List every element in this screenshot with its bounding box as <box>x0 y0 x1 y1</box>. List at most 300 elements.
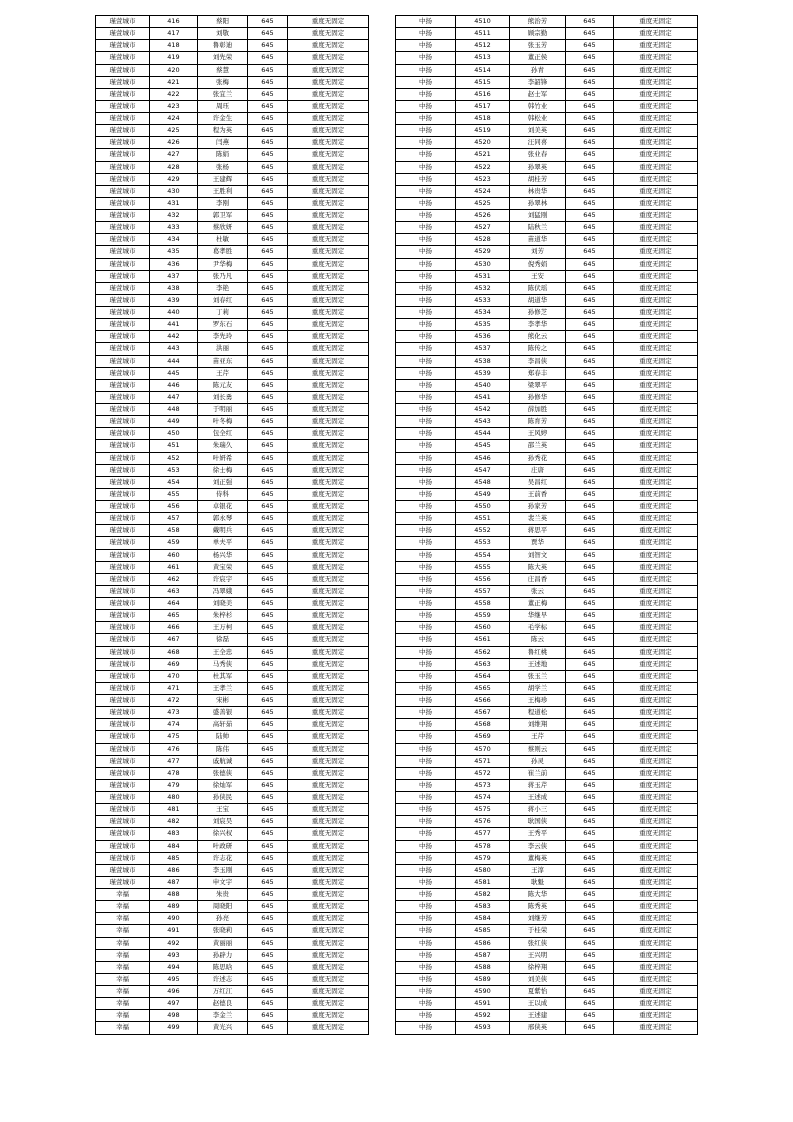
id-cell: 4535 <box>456 319 510 331</box>
name-cell: 薛加胜 <box>510 404 566 416</box>
category-cell: 重度无固定 <box>288 331 369 343</box>
left-table <box>95 15 369 1035</box>
category-cell: 重度无固定 <box>288 125 369 137</box>
id-cell: 4517 <box>456 100 510 112</box>
amount-cell: 645 <box>566 222 614 234</box>
table-row <box>96 343 369 355</box>
community-cell: 瑾萱城市 <box>96 852 150 864</box>
category-cell: 重度无固定 <box>614 258 698 270</box>
amount-cell: 645 <box>566 743 614 755</box>
id-cell: 4542 <box>456 404 510 416</box>
name-cell: 陈娟 <box>198 149 248 161</box>
community-cell: 中扬 <box>396 137 456 149</box>
table-row <box>96 901 369 913</box>
amount-cell: 645 <box>248 440 288 452</box>
name-cell: 王兴明 <box>510 949 566 961</box>
table-row <box>96 973 369 985</box>
table-row <box>396 197 698 209</box>
amount-cell: 645 <box>566 695 614 707</box>
amount-cell: 645 <box>248 816 288 828</box>
category-cell: 重度无固定 <box>614 561 698 573</box>
name-cell: 庄昌香 <box>510 573 566 585</box>
table-row <box>96 282 369 294</box>
category-cell: 重度无固定 <box>614 294 698 306</box>
name-cell: 刘先荣 <box>198 52 248 64</box>
category-cell: 重度无固定 <box>614 100 698 112</box>
name-cell: 张玉芳 <box>510 40 566 52</box>
table-row <box>396 52 698 64</box>
table-row <box>96 488 369 500</box>
name-cell: 刘美侠 <box>510 973 566 985</box>
id-cell: 489 <box>150 901 198 913</box>
category-cell: 重度无固定 <box>614 719 698 731</box>
table-row <box>396 961 698 973</box>
amount-cell: 645 <box>248 64 288 76</box>
community-cell: 幸福 <box>96 998 150 1010</box>
community-cell: 中扬 <box>396 331 456 343</box>
id-cell: 447 <box>150 391 198 403</box>
id-cell: 426 <box>150 137 198 149</box>
amount-cell: 645 <box>248 828 288 840</box>
category-cell: 重度无固定 <box>614 973 698 985</box>
table-row <box>396 173 698 185</box>
name-cell: 刘晓美 <box>198 598 248 610</box>
table-row <box>96 913 369 925</box>
category-cell: 重度无固定 <box>614 622 698 634</box>
table-row <box>96 307 369 319</box>
category-cell: 重度无固定 <box>614 113 698 125</box>
name-cell: 吴昌红 <box>510 476 566 488</box>
id-cell: 485 <box>150 852 198 864</box>
category-cell: 重度无固定 <box>288 173 369 185</box>
community-cell: 瑾萱城市 <box>96 840 150 852</box>
id-cell: 4547 <box>456 464 510 476</box>
category-cell: 重度无固定 <box>288 88 369 100</box>
community-cell: 瑾萱城市 <box>96 549 150 561</box>
name-cell: 许宸宇 <box>198 573 248 585</box>
id-cell: 4577 <box>456 828 510 840</box>
id-cell: 461 <box>150 561 198 573</box>
name-cell: 万红江 <box>198 986 248 998</box>
name-cell: 耿国侠 <box>510 816 566 828</box>
amount-cell: 645 <box>566 622 614 634</box>
name-cell: 申文宇 <box>198 876 248 888</box>
category-cell: 重度无固定 <box>614 331 698 343</box>
table-row <box>396 719 698 731</box>
name-cell: 倪秀娟 <box>510 258 566 270</box>
amount-cell: 645 <box>248 113 288 125</box>
community-cell: 幸福 <box>96 1022 150 1034</box>
amount-cell: 645 <box>566 173 614 185</box>
community-cell: 幸福 <box>96 961 150 973</box>
name-cell: 陈思晗 <box>198 961 248 973</box>
category-cell: 重度无固定 <box>288 1010 369 1022</box>
category-cell: 重度无固定 <box>288 828 369 840</box>
name-cell: 程道松 <box>510 707 566 719</box>
amount-cell: 645 <box>566 404 614 416</box>
community-cell: 瑾萱城市 <box>96 792 150 804</box>
amount-cell: 645 <box>566 537 614 549</box>
table-row <box>396 828 698 840</box>
category-cell: 重度无固定 <box>614 695 698 707</box>
table-row <box>96 889 369 901</box>
amount-cell: 645 <box>566 973 614 985</box>
id-cell: 478 <box>150 767 198 779</box>
name-cell: 蔡则云 <box>510 743 566 755</box>
amount-cell: 645 <box>566 16 614 28</box>
amount-cell: 645 <box>566 379 614 391</box>
name-cell: 孙秀花 <box>510 452 566 464</box>
name-cell: 葛孝胜 <box>198 246 248 258</box>
category-cell: 重度无固定 <box>288 161 369 173</box>
table-row <box>396 561 698 573</box>
community-cell: 中扬 <box>396 404 456 416</box>
id-cell: 486 <box>150 864 198 876</box>
amount-cell: 645 <box>248 707 288 719</box>
amount-cell: 645 <box>248 658 288 670</box>
table-row <box>396 319 698 331</box>
amount-cell: 645 <box>566 210 614 222</box>
community-cell: 瑾萱城市 <box>96 270 150 282</box>
name-cell: 郭卫军 <box>198 210 248 222</box>
table-row <box>96 961 369 973</box>
name-cell: 罗东石 <box>198 319 248 331</box>
table-row <box>96 852 369 864</box>
name-cell: 王胜利 <box>198 185 248 197</box>
id-cell: 4526 <box>456 210 510 222</box>
amount-cell: 645 <box>566 307 614 319</box>
community-cell: 瑾萱城市 <box>96 828 150 840</box>
category-cell: 重度无固定 <box>288 137 369 149</box>
community-cell: 中扬 <box>396 646 456 658</box>
table-row <box>96 331 369 343</box>
category-cell: 重度无固定 <box>288 658 369 670</box>
id-cell: 424 <box>150 113 198 125</box>
table-row <box>96 501 369 513</box>
name-cell: 侍科 <box>198 488 248 500</box>
amount-cell: 645 <box>566 343 614 355</box>
category-cell: 重度无固定 <box>288 961 369 973</box>
category-cell: 重度无固定 <box>614 416 698 428</box>
category-cell: 重度无固定 <box>288 598 369 610</box>
id-cell: 483 <box>150 828 198 840</box>
name-cell: 黄丽丽 <box>198 937 248 949</box>
amount-cell: 645 <box>566 149 614 161</box>
amount-cell: 645 <box>248 719 288 731</box>
amount-cell: 645 <box>566 864 614 876</box>
category-cell: 重度无固定 <box>288 695 369 707</box>
community-cell: 中扬 <box>396 973 456 985</box>
table-row <box>396 816 698 828</box>
id-cell: 4572 <box>456 767 510 779</box>
name-cell: 于明丽 <box>198 404 248 416</box>
community-cell: 幸福 <box>96 937 150 949</box>
id-cell: 423 <box>150 100 198 112</box>
id-cell: 420 <box>150 64 198 76</box>
amount-cell: 645 <box>566 925 614 937</box>
amount-cell: 645 <box>566 28 614 40</box>
table-row <box>396 222 698 234</box>
id-cell: 416 <box>150 16 198 28</box>
name-cell: 刘美英 <box>510 125 566 137</box>
id-cell: 475 <box>150 731 198 743</box>
id-cell: 451 <box>150 440 198 452</box>
id-cell: 473 <box>150 707 198 719</box>
id-cell: 4578 <box>456 840 510 852</box>
name-cell: 熊化云 <box>510 331 566 343</box>
amount-cell: 645 <box>248 294 288 306</box>
name-cell: 闫燕 <box>198 137 248 149</box>
community-cell: 中扬 <box>396 864 456 876</box>
category-cell: 重度无固定 <box>288 355 369 367</box>
table-row <box>396 125 698 137</box>
table-row <box>96 452 369 464</box>
community-cell: 中扬 <box>396 64 456 76</box>
amount-cell: 645 <box>248 876 288 888</box>
category-cell: 重度无固定 <box>614 779 698 791</box>
community-cell: 中扬 <box>396 270 456 282</box>
name-cell: 叶冬梅 <box>198 416 248 428</box>
community-cell: 瑾萱城市 <box>96 161 150 173</box>
community-cell: 中扬 <box>396 488 456 500</box>
amount-cell: 645 <box>248 282 288 294</box>
name-cell: 张杨 <box>198 161 248 173</box>
id-cell: 4582 <box>456 889 510 901</box>
id-cell: 463 <box>150 585 198 597</box>
id-cell: 4564 <box>456 670 510 682</box>
category-cell: 重度无固定 <box>614 452 698 464</box>
table-row <box>396 840 698 852</box>
community-cell: 瑾萱城市 <box>96 319 150 331</box>
table-row <box>396 804 698 816</box>
amount-cell: 645 <box>566 488 614 500</box>
category-cell: 重度无固定 <box>288 52 369 64</box>
table-row <box>396 440 698 452</box>
name-cell: 朱贵 <box>198 889 248 901</box>
id-cell: 428 <box>150 161 198 173</box>
id-cell: 4549 <box>456 488 510 500</box>
table-row <box>96 840 369 852</box>
community-cell: 中扬 <box>396 113 456 125</box>
id-cell: 468 <box>150 646 198 658</box>
community-cell: 瑾萱城市 <box>96 367 150 379</box>
community-cell: 幸福 <box>96 913 150 925</box>
name-cell: 刘芳 <box>510 246 566 258</box>
id-cell: 4540 <box>456 379 510 391</box>
amount-cell: 645 <box>566 161 614 173</box>
id-cell: 4585 <box>456 925 510 937</box>
category-cell: 重度无固定 <box>614 76 698 88</box>
table-row <box>396 137 698 149</box>
category-cell: 重度无固定 <box>288 719 369 731</box>
id-cell: 4587 <box>456 949 510 961</box>
community-cell: 中扬 <box>396 1022 456 1034</box>
table-row <box>96 1022 369 1034</box>
community-cell: 中扬 <box>396 731 456 743</box>
id-cell: 4545 <box>456 440 510 452</box>
name-cell: 孙侠民 <box>198 792 248 804</box>
amount-cell: 645 <box>248 961 288 973</box>
amount-cell: 645 <box>248 949 288 961</box>
id-cell: 470 <box>150 670 198 682</box>
table-row <box>396 428 698 440</box>
table-row <box>396 258 698 270</box>
amount-cell: 645 <box>566 682 614 694</box>
amount-cell: 645 <box>248 307 288 319</box>
community-cell: 中扬 <box>396 573 456 585</box>
id-cell: 430 <box>150 185 198 197</box>
id-cell: 4571 <box>456 755 510 767</box>
amount-cell: 645 <box>566 137 614 149</box>
amount-cell: 645 <box>566 476 614 488</box>
amount-cell: 645 <box>248 391 288 403</box>
name-cell: 胡学兰 <box>510 682 566 694</box>
id-cell: 4513 <box>456 52 510 64</box>
table-row <box>396 488 698 500</box>
table-row <box>96 525 369 537</box>
category-cell: 重度无固定 <box>288 573 369 585</box>
category-cell: 重度无固定 <box>614 986 698 998</box>
table-row <box>396 622 698 634</box>
community-cell: 中扬 <box>396 876 456 888</box>
name-cell: 陈大英 <box>510 561 566 573</box>
id-cell: 4568 <box>456 719 510 731</box>
category-cell: 重度无固定 <box>288 1022 369 1034</box>
name-cell: 黄光兴 <box>198 1022 248 1034</box>
category-cell: 重度无固定 <box>614 828 698 840</box>
amount-cell: 645 <box>566 634 614 646</box>
id-cell: 4576 <box>456 816 510 828</box>
id-cell: 456 <box>150 501 198 513</box>
name-cell: 庄唐 <box>510 464 566 476</box>
amount-cell: 645 <box>566 258 614 270</box>
community-cell: 中扬 <box>396 210 456 222</box>
community-cell: 中扬 <box>396 986 456 998</box>
id-cell: 4567 <box>456 707 510 719</box>
name-cell: 李云侠 <box>510 840 566 852</box>
id-cell: 4519 <box>456 125 510 137</box>
amount-cell: 645 <box>248 755 288 767</box>
id-cell: 450 <box>150 428 198 440</box>
category-cell: 重度无固定 <box>288 804 369 816</box>
id-cell: 479 <box>150 779 198 791</box>
category-cell: 重度无固定 <box>614 598 698 610</box>
name-cell: 刘敬 <box>198 28 248 40</box>
amount-cell: 645 <box>566 125 614 137</box>
category-cell: 重度无固定 <box>614 161 698 173</box>
name-cell: 李韶锋 <box>510 76 566 88</box>
id-cell: 467 <box>150 634 198 646</box>
right-table <box>395 15 698 1035</box>
id-cell: 4565 <box>456 682 510 694</box>
name-cell: 李玉刚 <box>198 864 248 876</box>
table-row <box>96 646 369 658</box>
id-cell: 441 <box>150 319 198 331</box>
community-cell: 幸福 <box>96 1010 150 1022</box>
category-cell: 重度无固定 <box>614 913 698 925</box>
category-cell: 重度无固定 <box>288 537 369 549</box>
name-cell: 周晓阳 <box>198 901 248 913</box>
community-cell: 中扬 <box>396 28 456 40</box>
community-cell: 幸福 <box>96 949 150 961</box>
name-cell: 耿魁 <box>510 876 566 888</box>
community-cell: 中扬 <box>396 88 456 100</box>
table-row <box>96 258 369 270</box>
id-cell: 4589 <box>456 973 510 985</box>
id-cell: 459 <box>150 537 198 549</box>
community-cell: 中扬 <box>396 52 456 64</box>
community-cell: 瑾萱城市 <box>96 876 150 888</box>
amount-cell: 645 <box>566 998 614 1010</box>
table-row <box>396 682 698 694</box>
category-cell: 重度无固定 <box>288 185 369 197</box>
category-cell: 重度无固定 <box>288 100 369 112</box>
community-cell: 中扬 <box>396 428 456 440</box>
category-cell: 重度无固定 <box>614 513 698 525</box>
community-cell: 中扬 <box>396 695 456 707</box>
table-row <box>96 16 369 28</box>
community-cell: 中扬 <box>396 998 456 1010</box>
community-cell: 瑾萱城市 <box>96 16 150 28</box>
amount-cell: 645 <box>248 28 288 40</box>
table-row <box>96 634 369 646</box>
community-cell: 中扬 <box>396 634 456 646</box>
table-row <box>96 743 369 755</box>
amount-cell: 645 <box>248 379 288 391</box>
community-cell: 瑾萱城市 <box>96 40 150 52</box>
community-cell: 中扬 <box>396 767 456 779</box>
community-cell: 中扬 <box>396 707 456 719</box>
id-cell: 4590 <box>456 986 510 998</box>
id-cell: 484 <box>150 840 198 852</box>
table-row <box>396 476 698 488</box>
name-cell: 张乃凡 <box>198 270 248 282</box>
category-cell: 重度无固定 <box>614 670 698 682</box>
amount-cell: 645 <box>248 937 288 949</box>
community-cell: 中扬 <box>396 1010 456 1022</box>
table-row <box>396 610 698 622</box>
name-cell: 王前香 <box>510 488 566 500</box>
name-cell: 孙修华 <box>510 391 566 403</box>
amount-cell: 645 <box>248 137 288 149</box>
community-cell: 中扬 <box>396 743 456 755</box>
amount-cell: 645 <box>248 197 288 209</box>
name-cell: 王芹 <box>198 367 248 379</box>
community-cell: 瑾萱城市 <box>96 598 150 610</box>
table-row <box>96 246 369 258</box>
table-row <box>96 464 369 476</box>
category-cell: 重度无固定 <box>288 343 369 355</box>
name-cell: 卓银花 <box>198 501 248 513</box>
id-cell: 4543 <box>456 416 510 428</box>
category-cell: 重度无固定 <box>614 246 698 258</box>
community-cell: 中扬 <box>396 889 456 901</box>
name-cell: 王安 <box>510 270 566 282</box>
category-cell: 重度无固定 <box>288 513 369 525</box>
amount-cell: 645 <box>248 573 288 585</box>
id-cell: 452 <box>150 452 198 464</box>
category-cell: 重度无固定 <box>288 840 369 852</box>
community-cell: 瑾萱城市 <box>96 391 150 403</box>
amount-cell: 645 <box>566 525 614 537</box>
name-cell: 梁翠平 <box>510 379 566 391</box>
table-row <box>96 658 369 670</box>
id-cell: 472 <box>150 695 198 707</box>
name-cell: 戴明兵 <box>198 525 248 537</box>
name-cell: 蔡阳 <box>198 16 248 28</box>
table-row <box>96 549 369 561</box>
name-cell: 杜敏 <box>198 234 248 246</box>
